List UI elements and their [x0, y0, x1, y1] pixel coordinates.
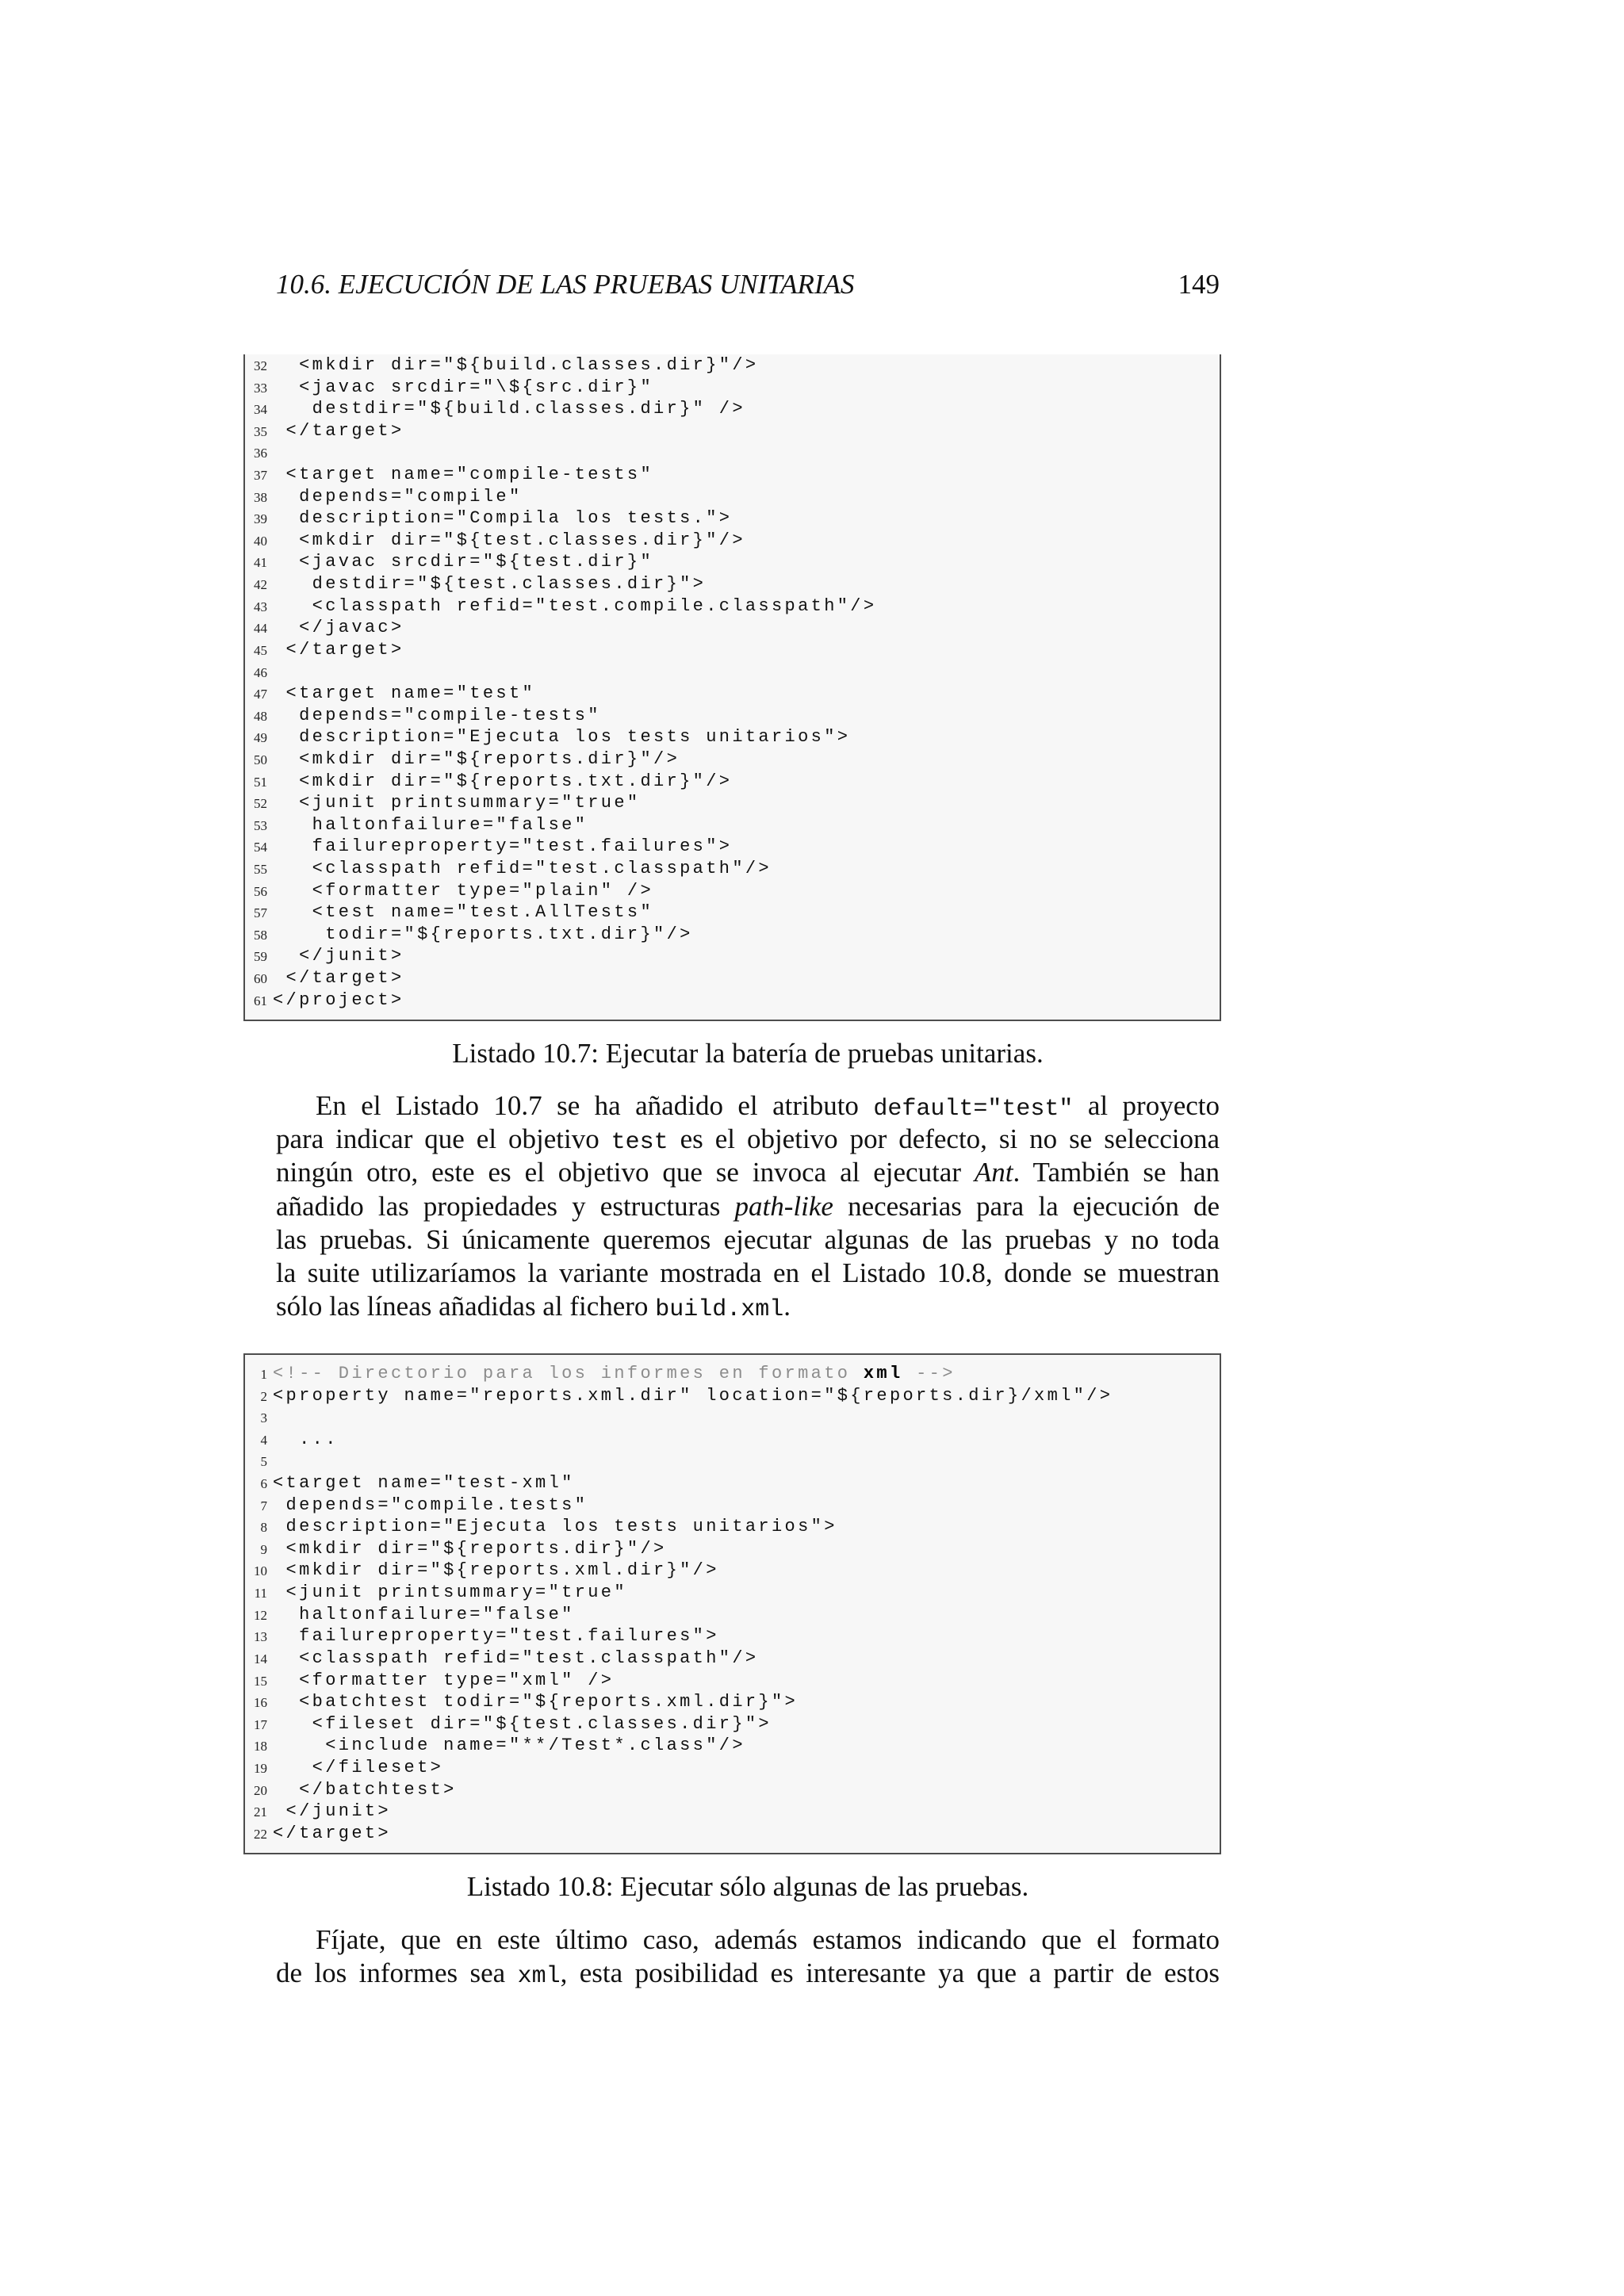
code-line [245, 1691, 1220, 1713]
inline-code: test [611, 1129, 668, 1157]
code-text: </batchtest> [273, 1779, 457, 1800]
code-listing-10-8 [243, 1353, 1221, 1854]
code-text: <test name="test.AllTests" [273, 902, 654, 923]
code-listing-10-7 [243, 354, 1221, 1021]
body-paragraph [276, 1923, 1220, 1990]
code-text: destdir="${build.classes.dir}" /> [273, 399, 745, 419]
code-text: <mkdir dir="${reports.dir}"/> [273, 748, 680, 769]
comment-keyword: xml [863, 1364, 903, 1383]
line-number: 11 [254, 1586, 267, 1601]
code-line [245, 1823, 1220, 1845]
line-number: 42 [254, 577, 267, 593]
paragraph-line [276, 1123, 1220, 1156]
code-line [245, 1625, 1220, 1647]
code-line [245, 1670, 1220, 1692]
code-text: haltonfailure="false" [273, 814, 588, 835]
line-number: 61 [254, 993, 267, 1008]
code-text: depends="compile" [273, 486, 523, 507]
code-text: description="Compila los tests."> [273, 508, 733, 529]
code-line [245, 924, 1220, 946]
code-text: <javac srcdir="${test.dir}" [273, 552, 654, 572]
code-text: <target name="test" [273, 683, 536, 704]
code-text: <mkdir dir="${reports.txt.dir}"/> [273, 771, 733, 791]
code-line [245, 1735, 1220, 1757]
code-line [245, 1363, 1220, 1385]
code-text: <junit printsummary="true" [273, 1582, 627, 1603]
line-number: 17 [254, 1716, 267, 1732]
code-text: <formatter type="plain" /> [273, 880, 654, 901]
line-number: 32 [254, 358, 267, 373]
line-number: 6 [260, 1476, 267, 1492]
code-line [245, 377, 1220, 399]
emphasis: Ant [974, 1157, 1013, 1188]
line-number: 38 [254, 489, 267, 505]
text-run: . [783, 1291, 791, 1322]
text-run: En el Listado 10.7 se ha añadido el atributo [316, 1090, 874, 1121]
text-run: de los informes sea [276, 1957, 518, 1989]
text-run: ningún otro, este es el objetivo que se invoca al ejecutar [276, 1157, 975, 1188]
line-number: 15 [254, 1673, 267, 1689]
code-text: <target name="test-xml" [273, 1473, 575, 1494]
text-run: Fíjate, que en este último caso, además estamos indicando que el formato [316, 1924, 1220, 1955]
code-line [245, 858, 1220, 880]
code-text: </target> [273, 420, 404, 441]
line-number: 47 [254, 687, 267, 702]
code-line [245, 1516, 1220, 1538]
line-number: 22 [254, 1826, 267, 1842]
code-text: failureproperty="test.failures"> [273, 836, 733, 857]
inline-code: build.xml [655, 1296, 784, 1324]
line-number: 57 [254, 905, 267, 921]
text-run: la suite utilizaríamos la variante mostrada en el Listado 10.8, donde se muestran [276, 1257, 1220, 1288]
code-line [245, 748, 1220, 771]
code-line [245, 1757, 1220, 1779]
line-number: 3 [260, 1410, 267, 1426]
line-number: 16 [254, 1695, 267, 1711]
code-text: </target> [273, 1823, 391, 1843]
code-line [245, 507, 1220, 530]
line-number: 5 [260, 1454, 267, 1470]
code-line [245, 398, 1220, 420]
code-text: </fileset> [273, 1757, 444, 1777]
code-line [245, 595, 1220, 618]
text-run: para indicar que el objetivo [276, 1123, 611, 1155]
code-text: depends="compile.tests" [273, 1494, 588, 1515]
line-number: 14 [254, 1651, 267, 1667]
code-line [245, 683, 1220, 705]
code-line [245, 901, 1220, 924]
line-number: 60 [254, 971, 267, 987]
code-line [245, 464, 1220, 486]
line-number: 43 [254, 599, 267, 614]
paragraph-line [276, 1223, 1220, 1257]
code-line [245, 1385, 1220, 1407]
listing-caption: Listado 10.7: Ejecutar la batería de pruebas unitarias. [452, 1038, 1044, 1069]
line-number: 8 [260, 1520, 267, 1536]
code-line [245, 1494, 1220, 1517]
section-title: 10.6. EJECUCIÓN DE LAS PRUEBAS UNITARIAS [276, 269, 855, 300]
paragraph-line [276, 1257, 1220, 1290]
code-line [245, 1604, 1220, 1626]
code-text: <include name="**/Test*.class"/> [273, 1735, 745, 1756]
code-text: <javac srcdir="\${src.dir}" [273, 377, 654, 397]
code-text: <formatter type="xml" /> [273, 1670, 615, 1690]
line-number: 50 [254, 752, 267, 767]
listing-caption: Listado 10.8: Ejecutar sólo algunas de las pruebas. [466, 1871, 1029, 1902]
code-text: <classpath refid="test.classpath"/> [273, 1647, 759, 1668]
text-run: sólo las líneas añadidas al fichero [276, 1291, 656, 1322]
code-text: <fileset dir="${test.classes.dir}"> [273, 1713, 772, 1734]
code-line [245, 771, 1220, 793]
code-text: </javac> [273, 618, 404, 638]
code-text: ... [273, 1429, 339, 1449]
line-number: 37 [254, 468, 267, 484]
code-line [245, 639, 1220, 661]
code-text: <classpath refid="test.classpath"/> [273, 859, 772, 879]
emphasis: path-like [734, 1190, 833, 1222]
line-number: 39 [254, 511, 267, 527]
code-text: <mkdir dir="${reports.xml.dir}"/> [273, 1560, 719, 1581]
code-text: haltonfailure="false" [273, 1604, 575, 1624]
code-line [245, 486, 1220, 508]
code-line [245, 551, 1220, 573]
text-run: . También se han [1013, 1157, 1220, 1188]
text-run: es el objetivo por defecto, si no se selecciona [668, 1123, 1220, 1155]
text-run: necesarias para la ejecución de [833, 1190, 1220, 1222]
running-header [276, 268, 1220, 301]
code-line [245, 442, 1220, 464]
line-number: 1 [260, 1367, 267, 1382]
line-number: 36 [254, 446, 267, 461]
code-text: todir="${reports.txt.dir}"/> [273, 924, 693, 944]
code-line [245, 814, 1220, 836]
code-line [245, 792, 1220, 814]
text-run: las pruebas. Si únicamente queremos ejecutar algunas de las pruebas y no toda [276, 1223, 1220, 1255]
paragraph-line [276, 1156, 1220, 1189]
line-number: 12 [254, 1607, 267, 1623]
page-number: 149 [1178, 269, 1220, 300]
line-number: 56 [254, 883, 267, 899]
code-text: <mkdir dir="${build.classes.dir}"/> [273, 355, 759, 375]
code-text: <classpath refid="test.compile.classpath"/> [273, 595, 877, 616]
line-number: 4 [260, 1432, 267, 1448]
line-number: 10 [254, 1563, 267, 1579]
line-number: 49 [254, 730, 267, 746]
line-number: 48 [254, 708, 267, 724]
line-number: 13 [254, 1629, 267, 1645]
paragraph-line [276, 1089, 1220, 1123]
code-text: <mkdir dir="${test.classes.dir}"/> [273, 530, 745, 550]
code-line [245, 1472, 1220, 1494]
text-run: al proyecto [1073, 1090, 1220, 1121]
code-text: <target name="compile-tests" [273, 465, 654, 485]
code-text: <property name="reports.xml.dir" location="${reports.dir}/xml"/> [273, 1385, 1113, 1406]
text-run: añadido las propiedades y estructuras [276, 1190, 735, 1222]
code-line [245, 726, 1220, 748]
code-line [245, 705, 1220, 727]
code-line [245, 1800, 1220, 1823]
code-line [245, 617, 1220, 639]
code-text: <batchtest todir="${reports.xml.dir}"> [273, 1692, 799, 1712]
code-line [245, 945, 1220, 967]
code-line [245, 1538, 1220, 1560]
comment-text: --> [902, 1364, 956, 1383]
line-number: 52 [254, 796, 267, 812]
body-paragraph [276, 1089, 1220, 1323]
line-number: 54 [254, 840, 267, 855]
code-text: description="Ejecuta los tests unitarios"> [273, 727, 851, 748]
code-line [245, 661, 1220, 683]
paragraph-line [276, 1190, 1220, 1223]
line-number: 18 [254, 1739, 267, 1755]
line-number: 20 [254, 1782, 267, 1798]
code-text: <mkdir dir="${reports.dir}"/> [273, 1538, 667, 1559]
code-line [245, 880, 1220, 902]
code-text: </target> [273, 968, 404, 989]
line-number: 44 [254, 621, 267, 637]
code-line [245, 573, 1220, 595]
code-line [245, 1429, 1220, 1451]
line-number: 45 [254, 642, 267, 658]
line-number: 19 [254, 1760, 267, 1776]
code-text: depends="compile-tests" [273, 705, 601, 725]
code-line [245, 420, 1220, 442]
paragraph-line [276, 1957, 1220, 1990]
comment-text: <!-- Directorio para los informes en formato [273, 1364, 864, 1383]
paragraph-line [276, 1923, 1220, 1957]
code-text: failureproperty="test.failures"> [273, 1626, 719, 1647]
code-text: <junit printsummary="true" [273, 793, 641, 813]
code-text: </junit> [273, 1801, 391, 1822]
code-text: destdir="${test.classes.dir}"> [273, 574, 707, 595]
code-line [245, 354, 1220, 377]
text-run: , esta posibilidad es interesante ya que a partir de estos [560, 1957, 1220, 1989]
code-text: </target> [273, 639, 404, 660]
code-line [245, 1582, 1220, 1604]
inline-code: default="test" [873, 1096, 1074, 1123]
line-number: 53 [254, 817, 267, 833]
code-line [245, 989, 1220, 1012]
code-line [245, 530, 1220, 552]
line-number: 33 [254, 380, 267, 396]
code-line [245, 967, 1220, 989]
line-number: 34 [254, 402, 267, 418]
code-line [245, 1779, 1220, 1801]
code-line [245, 1713, 1220, 1735]
code-text: </junit> [273, 946, 404, 966]
line-number: 55 [254, 862, 267, 878]
inline-code: xml [517, 1963, 561, 1991]
line-number: 35 [254, 423, 267, 439]
line-number: 9 [260, 1541, 267, 1557]
code-line [245, 1559, 1220, 1582]
line-number: 41 [254, 555, 267, 571]
line-number: 7 [260, 1498, 267, 1513]
line-number: 2 [260, 1388, 267, 1404]
line-number: 51 [254, 774, 267, 790]
code-line [245, 836, 1220, 858]
code-line [245, 1647, 1220, 1670]
line-number: 59 [254, 949, 267, 965]
code-line [245, 1406, 1220, 1429]
code-text: </project> [273, 989, 404, 1010]
paragraph-line [276, 1290, 1220, 1323]
code-line [245, 1450, 1220, 1472]
line-number: 21 [254, 1804, 267, 1820]
line-number: 58 [254, 927, 267, 943]
code-text: description="Ejecuta los tests unitarios"> [273, 1517, 837, 1537]
line-number: 40 [254, 533, 267, 549]
line-number: 46 [254, 664, 267, 680]
